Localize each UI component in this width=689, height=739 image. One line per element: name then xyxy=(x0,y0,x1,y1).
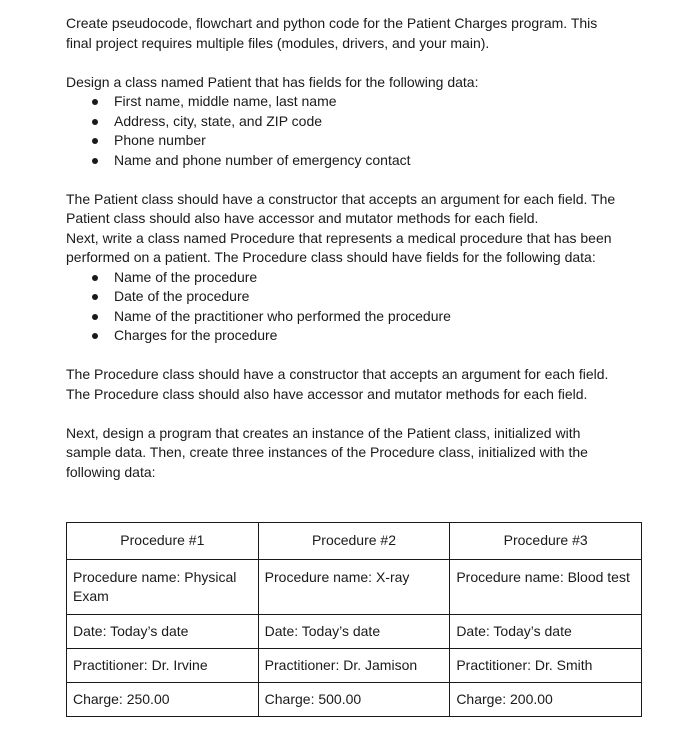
table-row xyxy=(67,615,642,649)
program-desc-line: Next, design a program that creates an instance of the Patient class, initialized with xyxy=(66,424,581,441)
patient-heading: Design a class named Patient that has fields for the following data: xyxy=(66,73,479,90)
table-cell: Charge: 250.00 xyxy=(67,683,259,717)
program-desc-line: following data: xyxy=(66,463,156,480)
table-cell: Procedure name: Physical Exam xyxy=(67,560,259,615)
procedure-desc-line: The Procedure class should have a constructor that accepts an argument for each field. xyxy=(66,366,609,382)
list-item: Date of the procedure xyxy=(92,287,646,307)
table-header-cell: Procedure #1 xyxy=(67,523,259,560)
table-cell: Procedure name: Blood test xyxy=(450,560,642,615)
table-cell: Charge: 200.00 xyxy=(450,683,642,717)
patient-field-list xyxy=(66,92,646,170)
procedure-table xyxy=(66,522,642,717)
table-cell: Charge: 500.00 xyxy=(258,683,450,717)
table-cell: Procedure name: X-ray xyxy=(258,560,450,615)
list-item: Charges for the procedure xyxy=(92,326,646,346)
list-item: First name, middle name, last name xyxy=(92,92,646,112)
document-body xyxy=(66,14,646,482)
table-cell: Practitioner: Dr. Jamison xyxy=(258,649,450,683)
list-item: Name and phone number of emergency contact xyxy=(92,151,646,171)
list-item: Name of the procedure xyxy=(92,268,646,288)
procedure-field-list xyxy=(66,268,646,346)
intro-line: final project requires multiple files (modules, drivers, and your main). xyxy=(66,34,490,51)
procedure-desc-line: The Procedure class should also have accessor and mutator methods for each field. xyxy=(66,385,588,402)
table-cell: Date: Today’s date xyxy=(258,615,450,649)
patient-desc-line: Patient class should also have accessor and mutator methods for each field. xyxy=(66,210,539,226)
table-cell: Practitioner: Dr. Irvine xyxy=(67,649,259,683)
program-desc-line: sample data. Then, create three instances of the Procedure class, initialized with the xyxy=(66,444,588,460)
procedure-intro-line: performed on a patient. The Procedure class should have fields for the following data: xyxy=(66,249,596,265)
patient-desc-line: The Patient class should have a constructor that accepts an argument for each field. The xyxy=(66,190,616,207)
table-cell: Date: Today’s date xyxy=(67,615,259,649)
procedure-intro-line: Next, write a class named Procedure that represents a medical procedure that has been xyxy=(66,229,612,246)
list-item: Address, city, state, and ZIP code xyxy=(92,112,646,132)
intro-line: Create pseudocode, flowchart and python code for the Patient Charges program. This xyxy=(66,15,598,31)
list-item: Phone number xyxy=(92,131,646,151)
table-cell: Date: Today’s date xyxy=(450,615,642,649)
table-row xyxy=(67,649,642,683)
table-header-cell: Procedure #3 xyxy=(450,523,642,560)
table-row xyxy=(67,560,642,615)
table-cell: Practitioner: Dr. Smith xyxy=(450,649,642,683)
table-header-cell: Procedure #2 xyxy=(258,523,450,560)
list-item: Name of the practitioner who performed the procedure xyxy=(92,307,646,327)
table-header-row xyxy=(67,523,642,560)
table-row xyxy=(67,683,642,717)
